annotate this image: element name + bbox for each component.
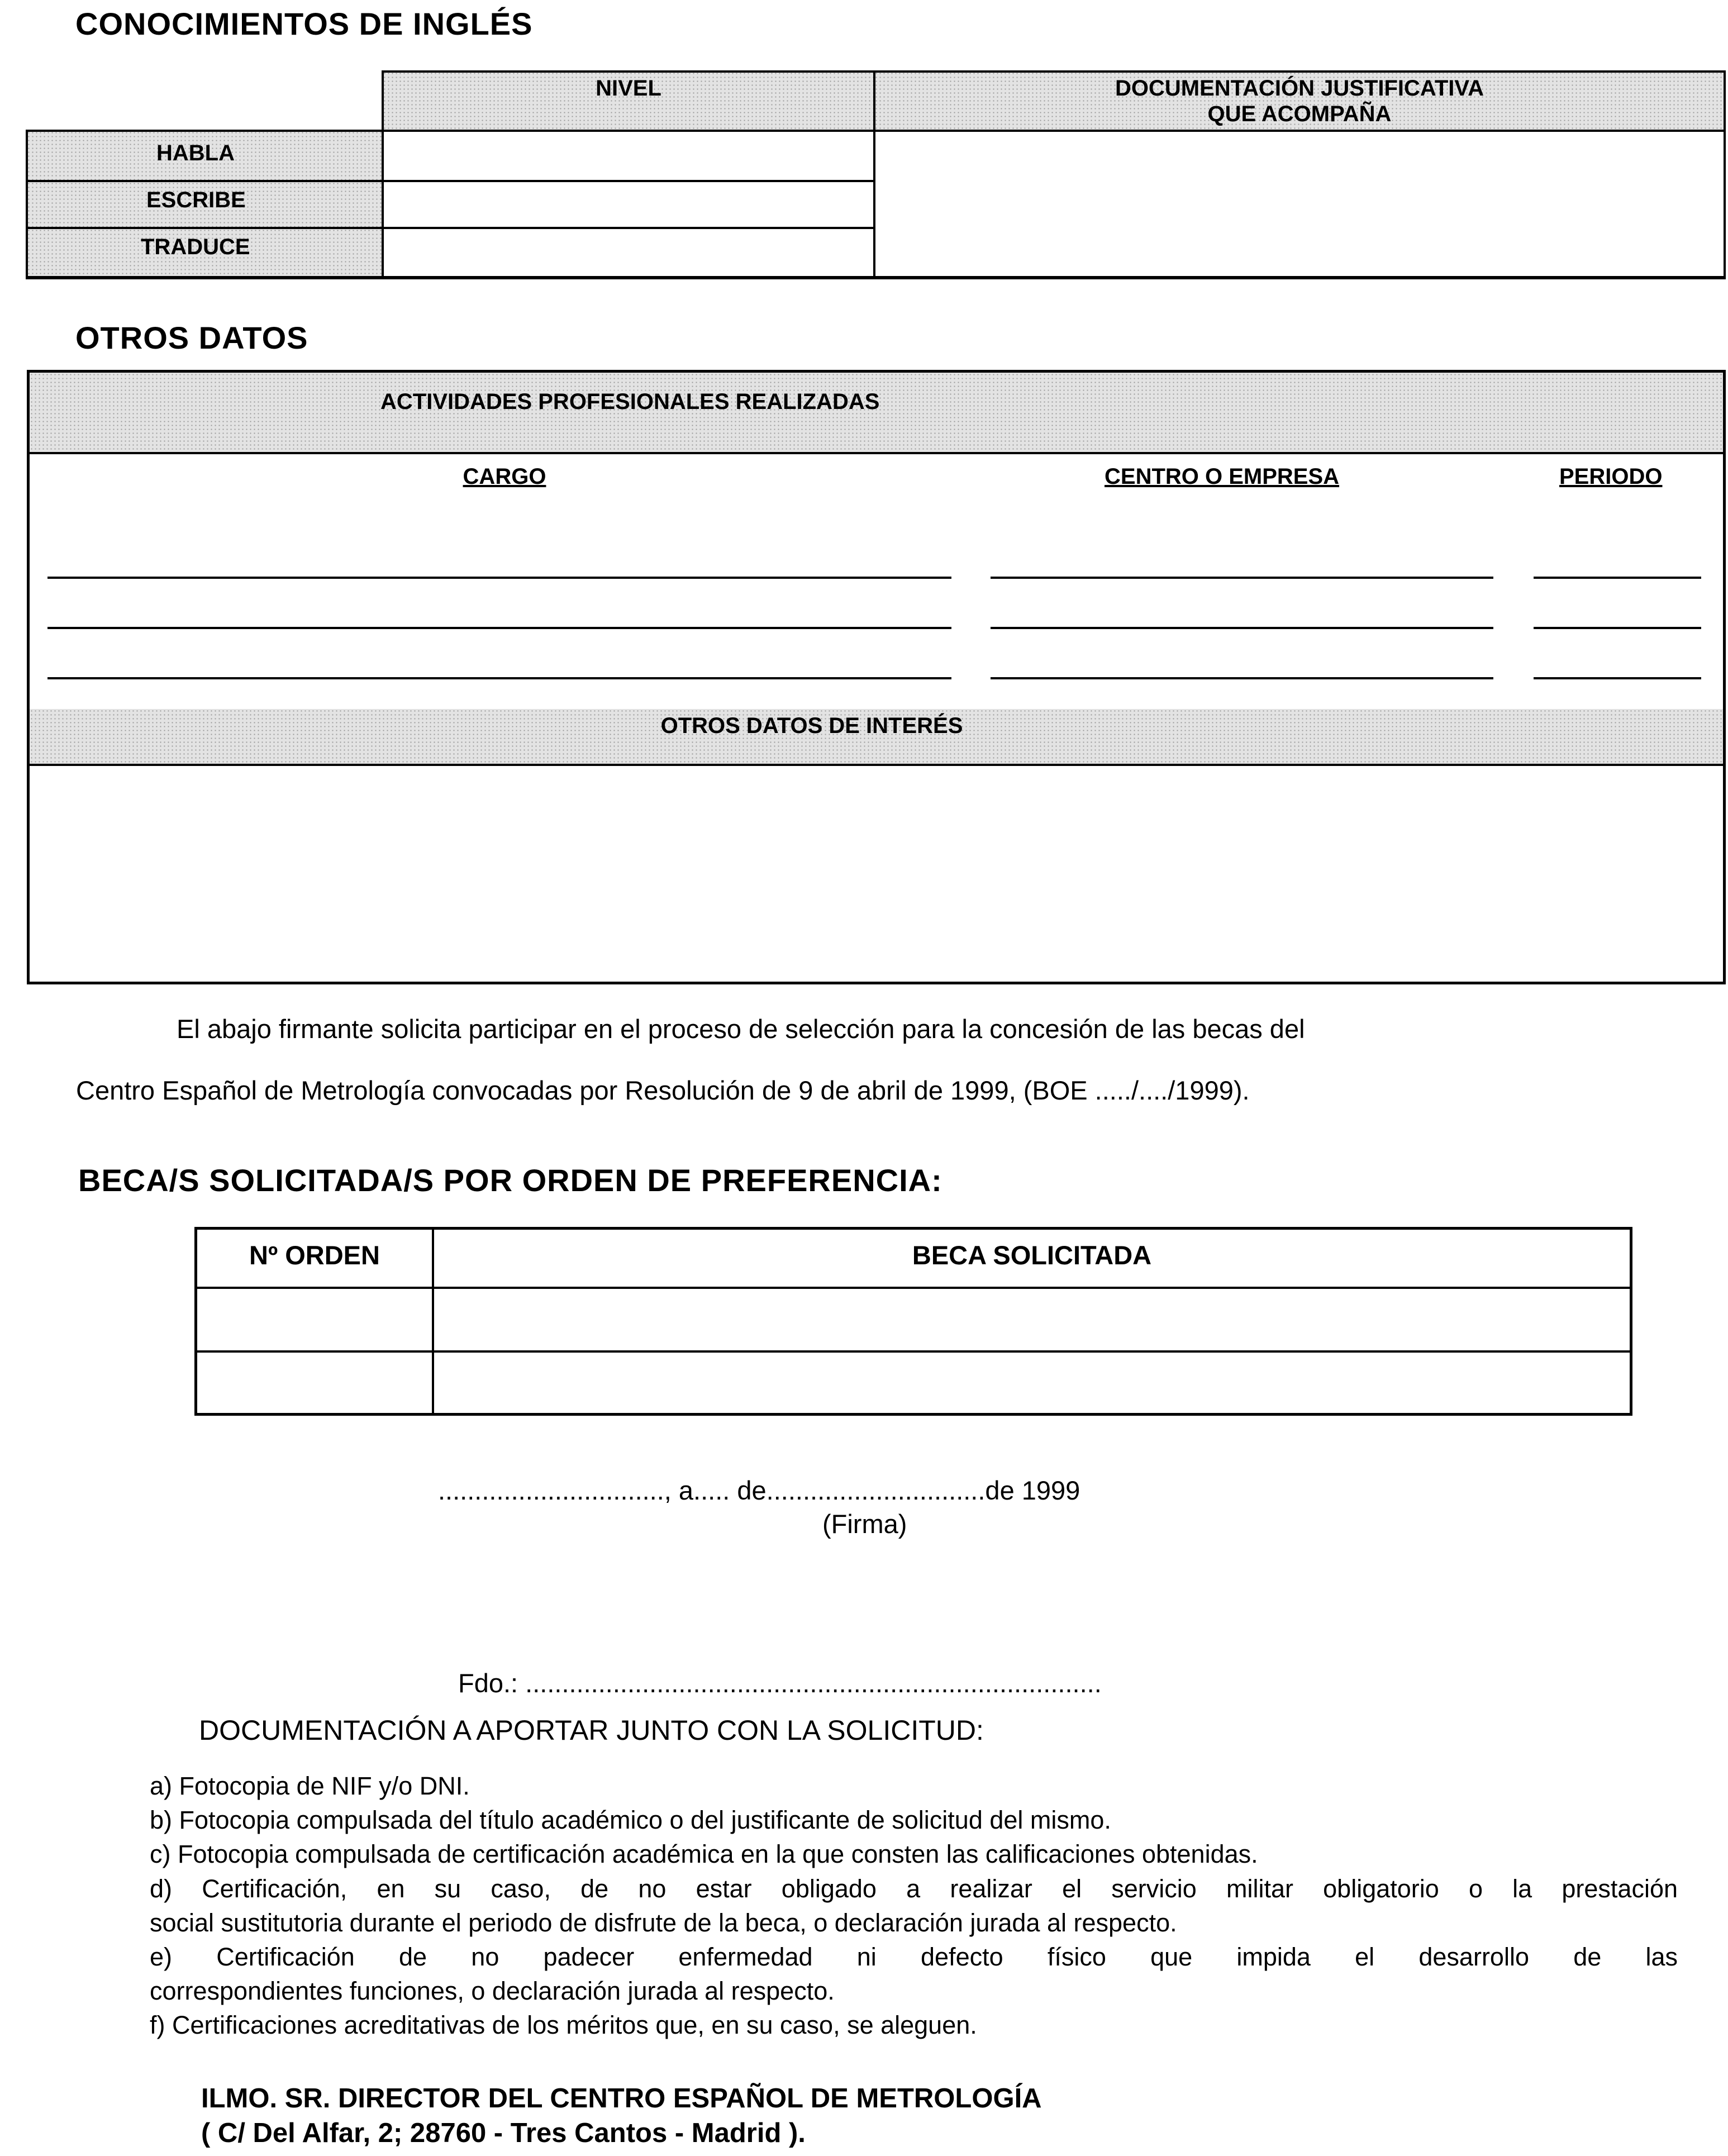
doc-item-e-line1: e) Certificación de no padecer enfermedad ni defecto físico que impida el desarrollo de las [150, 1942, 1678, 1971]
order-field-1[interactable] [199, 1290, 429, 1348]
centro-line-1[interactable] [991, 577, 1493, 579]
periodo-line-1[interactable] [1534, 577, 1701, 579]
row-label-escribe: ESCRIBE [146, 188, 246, 212]
periodo-column-header: PERIODO [1559, 464, 1663, 489]
interest-title: OTROS DATOS DE INTERÉS [660, 713, 963, 738]
doc-item-b: b) Fotocopia compulsada del título académico o del justificante de solicitud del mismo. [150, 1806, 1111, 1835]
cargo-line-2[interactable] [47, 627, 951, 629]
becas-heading: BECA/S SOLICITADA/S POR ORDEN DE PREFERENCIA: [78, 1163, 942, 1198]
periodo-line-2[interactable] [1534, 627, 1701, 629]
other-data-box [27, 370, 1726, 984]
cargo-line-3[interactable] [47, 677, 951, 679]
escribe-level-field[interactable] [384, 182, 872, 226]
centro-line-2[interactable] [991, 627, 1493, 629]
beca-field-2[interactable] [436, 1354, 1626, 1412]
docs-column-header-line2: QUE ACOMPAÑA [1207, 102, 1392, 126]
docs-field[interactable] [875, 132, 1722, 275]
beca-column-header: BECA SOLICITADA [912, 1240, 1152, 1270]
level-column-header: NIVEL [596, 76, 661, 101]
date-line[interactable]: ..............................., a..... de..............................de 1999 [438, 1476, 1080, 1505]
cargo-line-1[interactable] [47, 577, 951, 579]
activities-title: ACTIVIDADES PROFESIONALES REALIZADAS [380, 389, 880, 414]
signature-caption: (Firma) [822, 1509, 907, 1539]
doc-item-c: c) Fotocopia compulsada de certificación académica en la que consten las calificaciones obtenidas. [150, 1840, 1258, 1869]
order-field-2[interactable] [199, 1354, 429, 1412]
doc-item-a: a) Fotocopia de NIF y/o DNI. [150, 1772, 470, 1800]
beca-field-1[interactable] [436, 1290, 1626, 1348]
centro-column-header: CENTRO O EMPRESA [1105, 464, 1340, 489]
order-column-header: Nº ORDEN [249, 1240, 380, 1270]
habla-level-field[interactable] [384, 132, 872, 179]
doc-item-f: f) Certificaciones acreditativas de los méritos que, en su caso, se aleguen. [150, 2011, 977, 2040]
fdo-line[interactable]: Fdo.: ............................................................................... [458, 1668, 1102, 1698]
english-heading: CONOCIMIENTOS DE INGLÉS [75, 6, 533, 41]
documentation-list [150, 1769, 1678, 2043]
doc-item-e-line2: correspondientes funciones, o declaración jurada al respecto. [150, 1977, 835, 2006]
addressee-line-2: ( C/ Del Alfar, 2; 28760 - Tres Cantos - Madrid ). [201, 2118, 806, 2148]
traduce-level-field[interactable] [384, 229, 872, 275]
doc-item-d-line1: d) Certificación, en su caso, de no estar obligado a realizar el servicio militar obligatorio o la prestación [150, 1874, 1678, 1903]
addressee-line-1: ILMO. SR. DIRECTOR DEL CENTRO ESPAÑOL DE METROLOGÍA [201, 2083, 1042, 2114]
becas-table [194, 1227, 1632, 1416]
docs-column-header-line1: DOCUMENTACIÓN JUSTIFICATIVA [1115, 76, 1484, 101]
row-label-traduce: TRADUCE [141, 235, 250, 259]
cargo-column-header: CARGO [463, 464, 546, 489]
centro-line-3[interactable] [991, 677, 1493, 679]
doc-item-d-line2: social sustitutoria durante el periodo de disfrute de la beca, o declaración jurada al respecto. [150, 1908, 1177, 1937]
row-label-habla: HABLA [156, 141, 235, 165]
statement-line-1: El abajo firmante solicita participar en el proceso de selección para la concesión de las becas del [177, 1014, 1305, 1044]
documentation-heading: DOCUMENTACIÓN A APORTAR JUNTO CON LA SOLICITUD: [199, 1715, 984, 1746]
interest-field[interactable] [35, 770, 1717, 977]
periodo-line-3[interactable] [1534, 677, 1701, 679]
statement-line-2: Centro Español de Metrología convocadas por Resolución de 9 de abril de 1999, (BOE ...../..../1999). [76, 1075, 1250, 1105]
other-data-heading: OTROS DATOS [75, 320, 308, 355]
